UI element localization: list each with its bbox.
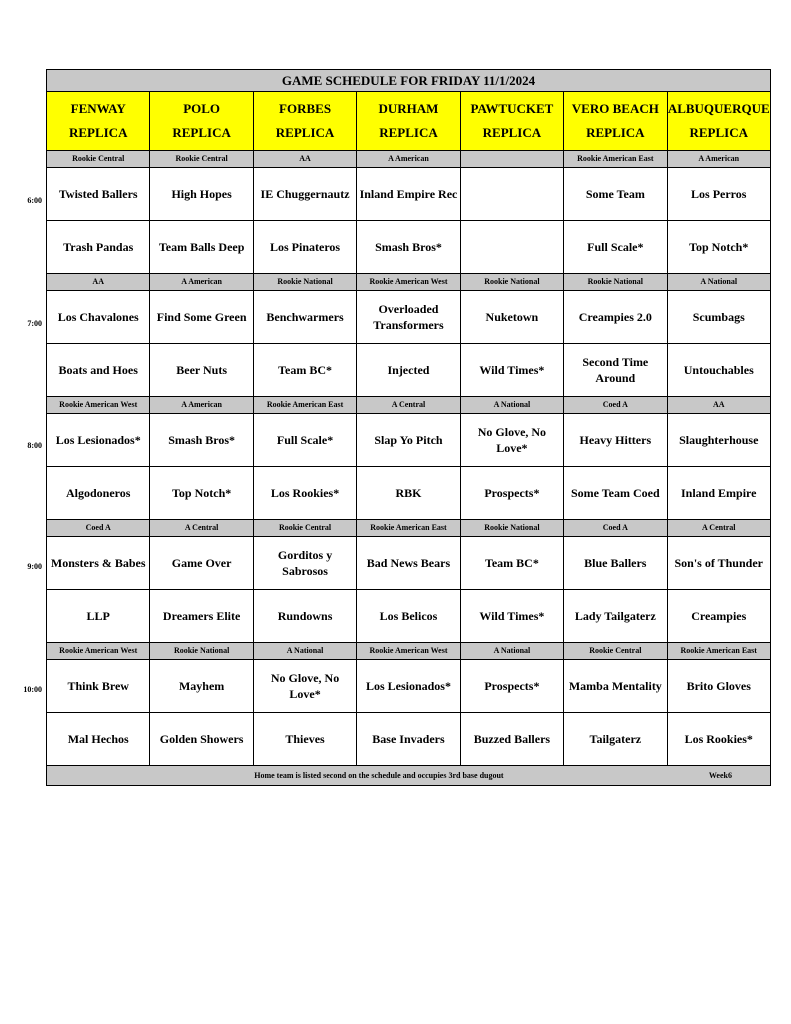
away-team: Mamba Mentality — [564, 660, 667, 713]
footer-note: Home team is listed second on the schedule and occupies 3rd base dugout — [254, 770, 504, 780]
away-team: Prospects* — [460, 660, 563, 713]
division-label: Rookie American East — [253, 397, 356, 414]
home-team-row — [47, 221, 771, 274]
field-name: PAWTUCKET — [470, 101, 554, 116]
division-label: A American — [357, 151, 460, 168]
home-team: Lady Tailgaterz — [564, 590, 667, 643]
home-team: Top Notch* — [667, 221, 770, 274]
field-name: POLO — [183, 101, 221, 116]
division-label: A American — [150, 397, 253, 414]
division-label — [460, 151, 563, 168]
away-team: Los Lesionados* — [357, 660, 460, 713]
footer-cell — [47, 766, 771, 786]
field-name: ALBUQUERQUE — [667, 101, 770, 116]
division-label: Rookie American East — [667, 643, 770, 660]
home-team: Golden Showers — [150, 713, 253, 766]
home-team: Los Rookies* — [253, 467, 356, 520]
home-team: Top Notch* — [150, 467, 253, 520]
division-label: A American — [150, 274, 253, 291]
away-team: High Hopes — [150, 168, 253, 221]
home-team: Inland Empire — [667, 467, 770, 520]
away-team: Nuketown — [460, 291, 563, 344]
home-team: Los Pinateros — [253, 221, 356, 274]
home-team: Base Invaders — [357, 713, 460, 766]
division-label: Rookie Central — [253, 520, 356, 537]
away-team: Slaughterhouse — [667, 414, 770, 467]
away-team: Scumbags — [667, 291, 770, 344]
home-team: Wild Times* — [460, 344, 563, 397]
home-team: Creampies — [667, 590, 770, 643]
division-label: AA — [47, 274, 150, 291]
schedule-title: GAME SCHEDULE FOR FRIDAY 11/1/2024 — [47, 70, 771, 92]
home-team — [460, 221, 563, 274]
time-label: 8:00 — [27, 441, 42, 450]
field-header — [667, 92, 770, 151]
home-team: RBK — [357, 467, 460, 520]
division-label: Rookie National — [150, 643, 253, 660]
week-label: Week6 — [708, 770, 732, 780]
field-subtitle: REPLICA — [172, 125, 231, 140]
schedule-table — [46, 69, 771, 786]
division-label: Rookie National — [564, 274, 667, 291]
away-team: Los Lesionados* — [47, 414, 150, 467]
away-team: Gorditos y Sabrosos — [253, 537, 356, 590]
division-label: Rookie American West — [47, 643, 150, 660]
division-label: A National — [460, 397, 563, 414]
home-team: Dreamers Elite — [150, 590, 253, 643]
division-label: A National — [253, 643, 356, 660]
field-name: DURHAM — [378, 101, 439, 116]
home-team: Buzzed Ballers — [460, 713, 563, 766]
field-name: VERO BEACH — [571, 101, 659, 116]
home-team: Boats and Hoes — [47, 344, 150, 397]
away-team: Monsters & Babes — [47, 537, 150, 590]
field-header — [460, 92, 563, 151]
division-row — [47, 274, 771, 291]
away-team: Los Perros — [667, 168, 770, 221]
away-team: Smash Bros* — [150, 414, 253, 467]
away-team: Team BC* — [460, 537, 563, 590]
away-team: Think Brew — [47, 660, 150, 713]
home-team: Team BC* — [253, 344, 356, 397]
division-label: A National — [667, 274, 770, 291]
division-label: A American — [667, 151, 770, 168]
home-team: Beer Nuts — [150, 344, 253, 397]
away-team: Bad News Bears — [357, 537, 460, 590]
division-label: Rookie Central — [150, 151, 253, 168]
home-team: Mal Hechos — [47, 713, 150, 766]
away-team: Inland Empire Rec — [357, 168, 460, 221]
away-team-row — [47, 168, 771, 221]
division-label: Rookie National — [253, 274, 356, 291]
away-team: Heavy Hitters — [564, 414, 667, 467]
division-label: Rookie American East — [564, 151, 667, 168]
field-header — [150, 92, 253, 151]
away-team: Creampies 2.0 — [564, 291, 667, 344]
away-team: Mayhem — [150, 660, 253, 713]
division-label: Rookie Central — [564, 643, 667, 660]
away-team — [460, 168, 563, 221]
home-team: Untouchables — [667, 344, 770, 397]
division-row — [47, 643, 771, 660]
away-team: Game Over — [150, 537, 253, 590]
field-subtitle: REPLICA — [275, 125, 335, 140]
home-team: Los Belicos — [357, 590, 460, 643]
home-team: Wild Times* — [460, 590, 563, 643]
division-label: Coed A — [564, 397, 667, 414]
away-team-row — [47, 414, 771, 467]
home-team-row — [47, 590, 771, 643]
away-team: Brito Gloves — [667, 660, 770, 713]
away-team: Slap Yo Pitch — [357, 414, 460, 467]
home-team: Los Rookies* — [667, 713, 770, 766]
away-team: Full Scale* — [253, 414, 356, 467]
division-label: A Central — [150, 520, 253, 537]
field-subtitle: REPLICA — [689, 125, 748, 140]
away-team-row — [47, 537, 771, 590]
field-subtitle: REPLICA — [68, 125, 128, 140]
division-row — [47, 397, 771, 414]
home-team: Smash Bros* — [357, 221, 460, 274]
away-team: No Glove, No Love* — [460, 414, 563, 467]
division-label: A Central — [667, 520, 770, 537]
away-team: Some Team — [564, 168, 667, 221]
home-team-row — [47, 713, 771, 766]
home-team: Injected — [357, 344, 460, 397]
field-name: FORBES — [279, 101, 332, 116]
division-row — [47, 520, 771, 537]
away-team: No Glove, No Love* — [253, 660, 356, 713]
division-label: Rookie Central — [47, 151, 150, 168]
home-team: Tailgaterz — [564, 713, 667, 766]
field-name: FENWAY — [70, 101, 126, 116]
away-team-row — [47, 660, 771, 713]
home-team: LLP — [47, 590, 150, 643]
time-label: 10:00 — [23, 685, 42, 694]
away-team: Blue Ballers — [564, 537, 667, 590]
time-label: 9:00 — [27, 562, 42, 571]
division-label: Rookie American West — [357, 274, 460, 291]
division-label: AA — [667, 397, 770, 414]
home-team: Prospects* — [460, 467, 563, 520]
away-team: IE Chuggernautz — [253, 168, 356, 221]
field-subtitle: REPLICA — [482, 125, 542, 140]
field-header — [357, 92, 460, 151]
home-team-row — [47, 467, 771, 520]
division-label: A National — [460, 643, 563, 660]
home-team: Second Time Around — [564, 344, 667, 397]
field-subtitle: REPLICA — [586, 125, 645, 140]
home-team-row — [47, 344, 771, 397]
home-team: Team Balls Deep — [150, 221, 253, 274]
away-team: Benchwarmers — [253, 291, 356, 344]
division-label: Rookie National — [460, 274, 563, 291]
field-header-row — [47, 92, 771, 151]
division-label: Rookie American West — [357, 643, 460, 660]
home-team: Thieves — [253, 713, 356, 766]
away-team: Twisted Ballers — [47, 168, 150, 221]
home-team: Trash Pandas — [47, 221, 150, 274]
division-label: Rookie National — [460, 520, 563, 537]
division-label: Coed A — [564, 520, 667, 537]
field-header — [47, 92, 150, 151]
field-header — [253, 92, 356, 151]
title-row — [47, 70, 771, 92]
away-team: Find Some Green — [150, 291, 253, 344]
away-team: Los Chavalones — [47, 291, 150, 344]
footer-row — [47, 766, 771, 786]
division-label: Coed A — [47, 520, 150, 537]
home-team: Full Scale* — [564, 221, 667, 274]
division-label: Rookie American West — [47, 397, 150, 414]
field-subtitle: REPLICA — [379, 125, 438, 140]
time-label: 6:00 — [27, 196, 42, 205]
home-team: Some Team Coed — [564, 467, 667, 520]
division-row — [47, 151, 771, 168]
division-label: Rookie American East — [357, 520, 460, 537]
home-team: Algodoneros — [47, 467, 150, 520]
division-label: AA — [253, 151, 356, 168]
division-label: A Central — [357, 397, 460, 414]
field-header — [564, 92, 667, 151]
away-team: Overloaded Transformers — [357, 291, 460, 344]
home-team: Rundowns — [253, 590, 356, 643]
time-label: 7:00 — [27, 319, 42, 328]
away-team: Son's of Thunder — [667, 537, 770, 590]
away-team-row — [47, 291, 771, 344]
